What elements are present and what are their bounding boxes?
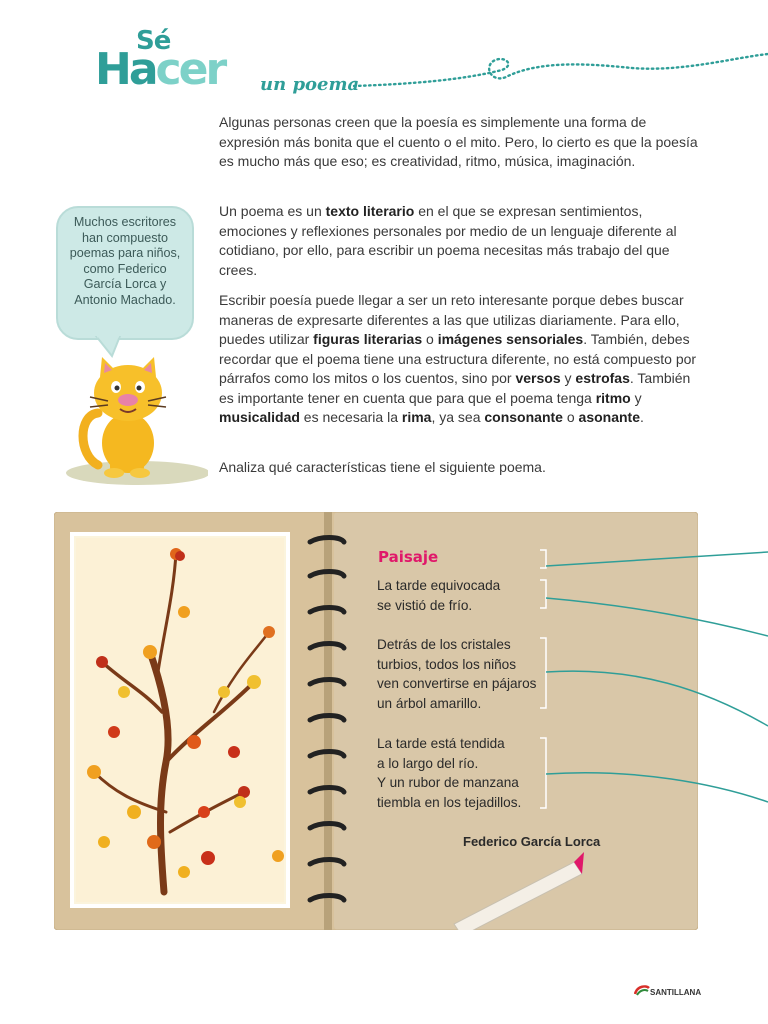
verse: se vistió de frío. — [377, 597, 473, 613]
header-hacer — [95, 46, 224, 94]
poem-stanza-2 — [377, 635, 536, 713]
poem-title: Paisaje — [378, 548, 439, 566]
intro-paragraph-3: Escribir poesía puede llegar a ser un reto interesante porque debes buscar maneras de expresarte diferentes a las que utilizas diariamente. Para ello, puedes utilizar figuras literarias o imágenes sensoriales. También, debes recordar que el poema tiene una estructura diferente, no está compuesto por párrafos como los mitos o los cuentos, sino por versos y estrofas. También es importante tener en cuenta que para que el poema tenga ritmo y musicalidad es necesaria la rima, ya sea consonante o asonante. — [219, 292, 697, 425]
publisher-logo-icon — [634, 984, 650, 996]
poem-stanza-3 — [377, 734, 521, 812]
speech-bubble: Muchos escritores han compuesto poemas para niños, como Federico García Lorca y Antonio Machado. — [56, 206, 194, 340]
header-hacer-part2: cer — [155, 44, 225, 95]
verse: La tarde está tendida — [377, 736, 505, 751]
header-se: Sé — [136, 26, 171, 56]
cat-mascot — [48, 355, 208, 490]
poem-stanza-1 — [377, 576, 500, 615]
verse: Y un rubor de manzana — [377, 775, 519, 790]
verse: tiembla en los tejadillos. — [377, 794, 522, 810]
verse: turbios, todos los niños — [377, 656, 517, 672]
intro-paragraph-2: Un poema es un texto literario en el que se expresan sentimientos, emociones y reflexiones personales por medio de un lenguaje diferente al cotidiano, por ello, para escribir un poema necesitas más trabajo del que crees. — [219, 203, 677, 278]
header-subtitle: un poema — [260, 74, 360, 95]
header-hacer-part1: Ha — [95, 44, 156, 95]
verse: ven convertirse en pájaros — [377, 676, 537, 691]
poem-author: Federico García Lorca — [463, 834, 601, 849]
pointer-lines — [546, 540, 768, 840]
verse: Detrás de los cristales — [377, 637, 511, 652]
publisher-name: SANTILLANA — [650, 988, 702, 997]
intro-paragraph-4: Analiza qué características tiene el siguiente poema. — [219, 459, 546, 475]
dotted-decoration — [352, 50, 768, 100]
verse: a lo largo del río. — [377, 755, 479, 771]
verse: La tarde equivocada — [377, 578, 501, 593]
verse: un árbol amarillo. — [377, 695, 482, 711]
intro-paragraph-1: Algunas personas creen que la poesía es simplemente una forma de expresión más bonita que el cuento o el mito. Pero, lo cierto es que la poesía es mucho más que eso; es creatividad, ritmo, música, imaginación. — [219, 114, 698, 169]
